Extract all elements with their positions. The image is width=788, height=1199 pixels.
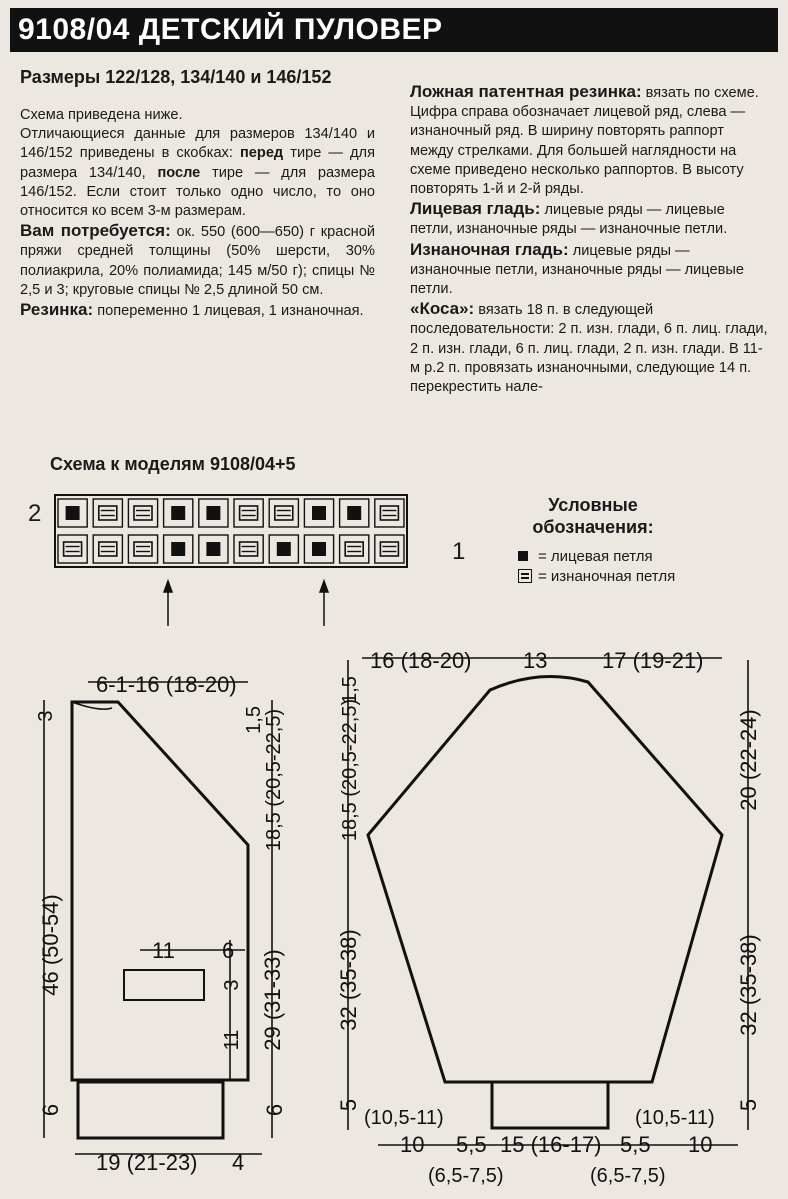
- front-outline: [72, 702, 248, 1138]
- sleeve-top-mid-label: 13: [523, 648, 548, 673]
- knit-stitch-icon: [66, 506, 80, 520]
- pocket-height-label: 3: [221, 979, 243, 991]
- chart-cell: [340, 535, 369, 563]
- front-right-b-label: 29 (31-33): [260, 949, 285, 1051]
- stitch-chart: [55, 495, 407, 567]
- sleeve-cuff: [492, 1082, 608, 1128]
- legend-title: Условные обозначения:: [532, 495, 654, 537]
- knit-stitch-icon: [312, 542, 326, 556]
- sleeve-top-left-label: 16 (18-20): [370, 648, 472, 673]
- stockinette-text: лицевые ряды — лицевые петли, изнаночные ряды — изнаночные петли.: [410, 202, 728, 238]
- knit-stitch-icon: [206, 506, 220, 520]
- purl-stitch-icon: [99, 506, 117, 520]
- pocket-below-label: 11: [221, 1029, 243, 1051]
- sleeve-b3-label: 15 (16-17): [500, 1132, 602, 1157]
- sleeve-b2-label: 5,5: [456, 1132, 487, 1157]
- chart-title: Схема к моделям 9108/04+5: [50, 454, 296, 474]
- note-part: тире — для размера 134/140,: [20, 145, 375, 181]
- front-rib-right-label: 6: [262, 1103, 287, 1117]
- repeat-arrows: [164, 581, 328, 626]
- sleeve-left-a-label: 18,5 (20,5-22,5): [339, 698, 361, 842]
- purl-stitch-icon: [380, 506, 398, 520]
- sleeve-b5-label: 10: [688, 1132, 713, 1157]
- cable-text: вязать 18 п. в следующей последовательности: 2 п. изн. глади, 6 п. лиц. глади, 2 п. изн. глади, 6 п. лиц. глади, 2 п. изн. глади. В 11-м р.2 п. провязать изнаночными, следующие 14 п. перекрестить нале-: [410, 302, 768, 396]
- front-width-extra-label: 4: [232, 1150, 245, 1175]
- front-right-top-label: 1,5: [243, 706, 265, 734]
- front-width-label: 19 (21-23): [96, 1150, 198, 1175]
- materials-heading: Вам потребуется:: [20, 221, 171, 241]
- rib-heading: Резинка:: [20, 300, 94, 320]
- page-title: 9108/04 ДЕТСКИЙ ПУЛОВЕР: [10, 8, 778, 52]
- knit-stitch-icon: [206, 542, 220, 556]
- reverse-heading: Изнаночная гладь:: [410, 239, 569, 259]
- purl-stitch-icon: [134, 542, 152, 556]
- fake-rib-heading: Ложная патентная резинка:: [410, 82, 642, 101]
- sleeve-b1-label: 10: [400, 1132, 425, 1157]
- front-left-top-label: 3: [35, 710, 57, 722]
- sleeve-cuff-right-label: (10,5-11): [635, 1107, 715, 1129]
- front-height-label: 46 (50-54): [38, 894, 63, 996]
- chart-cell: [93, 499, 122, 527]
- knit-stitch-icon: [171, 506, 185, 520]
- chart-cell: [58, 535, 87, 563]
- purl-stitch-icon: [380, 542, 398, 556]
- pocket-width-label: 11: [152, 938, 175, 963]
- chart-cell: [375, 535, 404, 563]
- purl-stitch-icon: [240, 506, 258, 520]
- purl-stitch-icon: [240, 542, 258, 556]
- purl-stitch-icon: [275, 506, 293, 520]
- knit-stitch-icon: [277, 542, 291, 556]
- front-rib: [78, 1082, 223, 1138]
- pocket: [124, 970, 204, 1000]
- arrow-head-icon: [320, 581, 328, 592]
- note-bold: после: [157, 164, 201, 181]
- chart-cell: [234, 535, 263, 563]
- materials-text: ок. 550 (600—650) г красной пряжи средней толщины (50% шерсти, 30% полиакрила, 20% полиамида; 145 м/50 г); спицы № 2,5 и 3; круговые спицы № 2,5 длиной 50 см.: [20, 224, 376, 298]
- sleeve-outline: [368, 677, 722, 1128]
- sleeve-left-c-label: 5: [336, 1098, 361, 1112]
- sleeve-right-b-label: 32 (35-38): [736, 934, 761, 1036]
- cable-heading: «Коса»:: [410, 299, 475, 319]
- front-body: [72, 702, 248, 1080]
- front-top-label: 6-1-16 (18-20): [96, 672, 237, 697]
- sleeve-sub-right-label: (6,5-7,5): [590, 1165, 666, 1187]
- front-right-a-label: 18,5 (20,5-22,5): [263, 708, 285, 852]
- sleeve-left-top-label: 1,5: [339, 676, 361, 704]
- note-part: Отличающиеся данные для размеров 134/140 и 146/152 приведены в скобках:: [20, 126, 375, 162]
- sleeve-sub-left-label: (6,5-7,5): [428, 1165, 504, 1187]
- sizes-heading: Размеры 122/128, 134/140 и 146/152: [20, 67, 332, 87]
- reverse-text: лицевые ряды — изнаночные петли, изнаночные ряды — лицевые петли.: [410, 242, 744, 298]
- sleeve-right-c-label: 5: [736, 1098, 761, 1112]
- chart-cell: [375, 499, 404, 527]
- note-part: тире — для размера 146/152. Если стоит только одно число, то оно относится ко всем 3-м размерам.: [20, 164, 375, 220]
- knit-stitch-icon: [312, 506, 326, 520]
- knit-stitch-icon: [171, 542, 185, 556]
- sleeve-right-a-label: 20 (22-24): [736, 709, 761, 811]
- front-rib-left-label: 6: [38, 1103, 63, 1117]
- sleeve-left-b-label: 32 (35-38): [336, 929, 361, 1031]
- sleeve-body: [368, 677, 722, 1082]
- purl-stitch-icon: [134, 506, 152, 520]
- sleeve-b4-label: 5,5: [620, 1132, 651, 1157]
- sleeve-cuff-left-label: (10,5-11): [364, 1107, 444, 1129]
- chart-cell: [93, 535, 122, 563]
- stockinette-heading: Лицевая гладь:: [410, 199, 541, 219]
- chart-cell: [269, 499, 298, 527]
- intro-text: Схема приведена ниже.: [20, 107, 183, 123]
- knit-stitch-icon: [347, 506, 361, 520]
- chart-cell: [234, 499, 263, 527]
- row-label-left: 2: [28, 500, 42, 527]
- pocket-offset-label: 6: [222, 938, 235, 963]
- purl-stitch-icon: [64, 542, 82, 556]
- purl-stitch-icon: [99, 542, 117, 556]
- fake-rib-text: вязать по схеме. Цифра справа обозначает лицевой ряд, слева — изнаночный ряд. В ширину повторять раппорт между стрелками. Для большей наглядности на схеме приведено несколько раппортов. В высоту повторять 1-й и 2-й ряды.: [410, 85, 759, 198]
- arrow-head-icon: [164, 581, 172, 592]
- purl-stitch-icon: [345, 542, 363, 556]
- note-bold: перед: [239, 145, 284, 162]
- legend-purl-label: = изнаночная петля: [538, 568, 676, 585]
- row-label-right: 1: [452, 538, 466, 565]
- legend-knit-label: = лицевая петля: [538, 548, 653, 565]
- chart-cell: [128, 535, 157, 563]
- chart-cell: [128, 499, 157, 527]
- rib-text: попеременно 1 лицевая, 1 изнаночная.: [97, 303, 364, 320]
- sleeve-top-right-label: 17 (19-21): [602, 648, 704, 673]
